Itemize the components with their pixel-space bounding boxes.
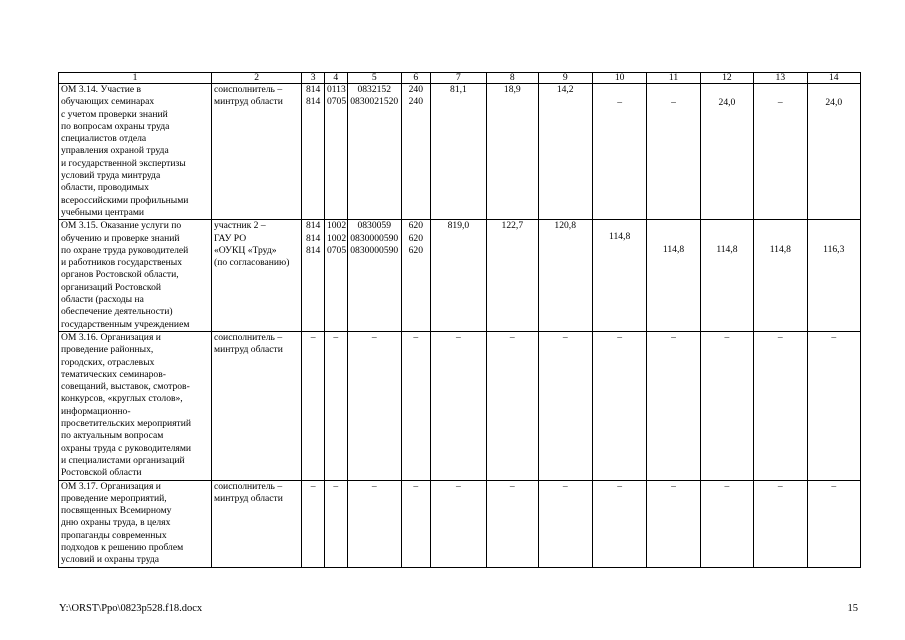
value-cell	[700, 84, 753, 220]
page-number: 15	[847, 603, 858, 614]
header-row	[59, 73, 861, 84]
section-code-cell	[324, 84, 347, 220]
code-value: 240	[408, 84, 423, 95]
value-cell: –	[430, 331, 486, 480]
value-cell: –	[487, 480, 538, 567]
text-line: и работников государственых	[61, 257, 183, 269]
text-line: условий труда минтруда	[61, 170, 161, 182]
header-cell: 12	[700, 73, 753, 84]
text-line: обеспечение деятельности)	[61, 306, 173, 318]
text-line: организаций Ростовской	[61, 281, 161, 293]
text-line: области (расходы на	[61, 294, 144, 306]
value-text: 116,3	[823, 244, 845, 256]
value-cell: –	[647, 331, 700, 480]
header-cell: 5	[347, 73, 401, 84]
text-line: участник 2 –	[214, 220, 266, 232]
header-cell: 11	[647, 73, 700, 84]
value-cell: –	[538, 480, 592, 567]
text-line: государственным учреждением	[61, 318, 190, 330]
text-line: совещаний, выставок, смотров-	[61, 381, 190, 393]
text-line: и специалистами организаций	[61, 454, 185, 466]
code-value: 0830021520	[350, 96, 399, 108]
footer-file-path: Y:\ORST\Ppo\0823p528.f18.docx	[59, 603, 203, 614]
text-line: минтруд области	[214, 344, 283, 356]
header-cell: 4	[324, 73, 347, 84]
code-value: 620	[408, 244, 423, 256]
value-cell: –	[592, 331, 646, 480]
value-cell: –	[700, 331, 753, 480]
code-value: 814	[305, 232, 321, 244]
text-line: соисполнитель –	[214, 84, 283, 95]
text-line: минтруд области	[214, 492, 283, 504]
section-code-cell: –	[324, 480, 347, 567]
table-row	[59, 220, 861, 332]
text-line: области, проводимых	[61, 182, 149, 194]
value-cell: –	[754, 480, 807, 567]
code-value: 814	[305, 84, 321, 95]
text-line: ГАУ РО	[214, 232, 247, 244]
expense-code-cell: –	[401, 331, 430, 480]
code-value: 1002	[326, 220, 347, 232]
value-text: –	[671, 97, 676, 108]
header-cell: 6	[401, 73, 430, 84]
section-code-cell: –	[324, 331, 347, 480]
value-cell: –	[538, 331, 592, 480]
header-cell: 14	[807, 73, 860, 84]
text-line: всероссийскими профильными	[61, 194, 189, 206]
header-cell: 2	[212, 73, 302, 84]
text-line: и государственной экспертизы	[61, 157, 186, 169]
value-cell	[700, 220, 753, 332]
text-line: тематических семинаров-	[61, 368, 166, 380]
text-line: управления охраной труда	[61, 145, 169, 157]
target-code-cell	[347, 84, 401, 220]
value-text: 114,8	[716, 244, 738, 256]
text-line: ОМ 3.17. Организация и	[61, 480, 161, 492]
text-line: «ОУКЦ «Труд»	[214, 244, 277, 256]
value-cell	[807, 220, 860, 332]
text-line: соисполнитель –	[214, 480, 283, 492]
grbs-code-cell	[302, 220, 325, 332]
value-cell: 122,7	[487, 220, 538, 332]
text-line: по охране труда руководителей	[61, 244, 189, 256]
text-line: посвященных Всемирному	[61, 505, 172, 517]
measure-name-cell	[59, 331, 212, 480]
value-cell: 120,8	[538, 220, 592, 332]
value-cell	[754, 84, 807, 220]
text-line: дню охраны труда, в целях	[61, 517, 171, 529]
value-cell	[592, 84, 646, 220]
header-cell: 7	[430, 73, 486, 84]
value-cell: –	[700, 480, 753, 567]
value-cell	[754, 220, 807, 332]
value-text: –	[777, 97, 783, 108]
text-line: с учетом проверки знаний	[61, 108, 168, 120]
header-cell: 8	[487, 73, 538, 84]
executor-cell	[212, 331, 302, 480]
value-cell: 81,1	[430, 84, 486, 220]
header-cell: 3	[302, 73, 325, 84]
measure-name-cell	[59, 220, 212, 332]
text-line: просветительских мероприятий	[61, 418, 192, 430]
code-value: 620	[408, 232, 423, 244]
header-cell: 1	[59, 73, 212, 84]
value-cell	[807, 84, 860, 220]
text-line: соисполнитель –	[214, 331, 283, 343]
text-line: обучению и проверке знаний	[61, 232, 180, 244]
header-cell: 9	[538, 73, 592, 84]
header-cell: 10	[592, 73, 646, 84]
grbs-code-cell	[302, 84, 325, 220]
section-code-cell	[324, 220, 347, 332]
text-line: учебными центрами	[61, 206, 145, 218]
value-cell: –	[807, 331, 860, 480]
grbs-code-cell: –	[302, 331, 325, 480]
expense-code-cell	[401, 220, 430, 332]
value-cell	[592, 220, 646, 332]
code-value: 0705	[326, 96, 347, 108]
value-cell: 18,9	[487, 84, 538, 220]
text-line: обучающих семинарах	[61, 96, 155, 108]
code-value: 620	[408, 220, 423, 232]
code-value: 1002	[326, 232, 347, 244]
text-line: специалистов отдела	[61, 133, 147, 145]
text-line: ОМ 3.15. Оказание услуги по	[61, 220, 182, 232]
target-code-cell: –	[347, 480, 401, 567]
expense-code-cell: –	[401, 480, 430, 567]
text-line: информационно-	[61, 405, 131, 417]
value-cell	[647, 84, 700, 220]
code-value: 814	[305, 220, 321, 232]
text-line: ОМ 3.16. Организация и	[61, 331, 161, 343]
table-row	[59, 84, 861, 220]
value-text: 114,8	[769, 244, 791, 256]
header-cell: 13	[754, 73, 807, 84]
code-value: 0830059	[357, 220, 392, 232]
code-value: 814	[305, 96, 321, 108]
text-line: условий и охраны труда	[61, 554, 160, 566]
table-row	[59, 480, 861, 567]
value-text: 24,0	[718, 97, 736, 108]
measure-name-cell	[59, 84, 212, 220]
executor-cell	[212, 220, 302, 332]
text-line: минтруд области	[214, 96, 283, 108]
target-code-cell	[347, 220, 401, 332]
value-cell: 14,2	[538, 84, 592, 220]
executor-cell	[212, 480, 302, 567]
value-cell: –	[807, 480, 860, 567]
value-cell: 819,0	[430, 220, 486, 332]
text-line: конкурсов, «круглых столов»,	[61, 393, 183, 405]
value-cell: –	[754, 331, 807, 480]
value-text: –	[617, 97, 623, 108]
code-value: 0113	[326, 84, 346, 95]
text-line: пропаганды современных	[61, 529, 167, 541]
value-text: 24,0	[825, 97, 843, 108]
text-line: (по согласованию)	[214, 257, 290, 269]
value-cell: –	[430, 480, 486, 567]
code-value: 0832152	[357, 84, 392, 95]
code-value: 0705	[326, 244, 347, 256]
value-text: 114,8	[609, 231, 631, 243]
code-value: 0830000590	[350, 232, 399, 244]
value-cell: –	[487, 331, 538, 480]
budget-table	[58, 72, 861, 568]
text-line: проведение районных,	[61, 344, 154, 356]
text-line: подходов к решению проблем	[61, 541, 184, 553]
value-cell: –	[592, 480, 646, 567]
text-line: городских, отраслевых	[61, 356, 155, 368]
text-line: охраны труда с руководителями	[61, 442, 192, 454]
text-line: Ростовской области	[61, 467, 142, 479]
value-cell: –	[647, 480, 700, 567]
expense-code-cell	[401, 84, 430, 220]
target-code-cell: –	[347, 331, 401, 480]
grbs-code-cell: –	[302, 480, 325, 567]
text-line: по вопросам охраны труда	[61, 120, 170, 132]
code-value: 240	[408, 96, 423, 108]
text-line: органов Ростовской области,	[61, 269, 179, 281]
text-line: по актуальным вопросам	[61, 430, 164, 442]
value-cell	[647, 220, 700, 332]
code-value: 0830000590	[350, 244, 399, 256]
text-line: ОМ 3.14. Участие в	[61, 84, 142, 95]
code-value: 814	[305, 244, 321, 256]
executor-cell	[212, 84, 302, 220]
table-row	[59, 331, 861, 480]
value-text: 114,8	[662, 244, 685, 256]
measure-name-cell	[59, 480, 212, 567]
text-line: проведение мероприятий,	[61, 492, 167, 504]
